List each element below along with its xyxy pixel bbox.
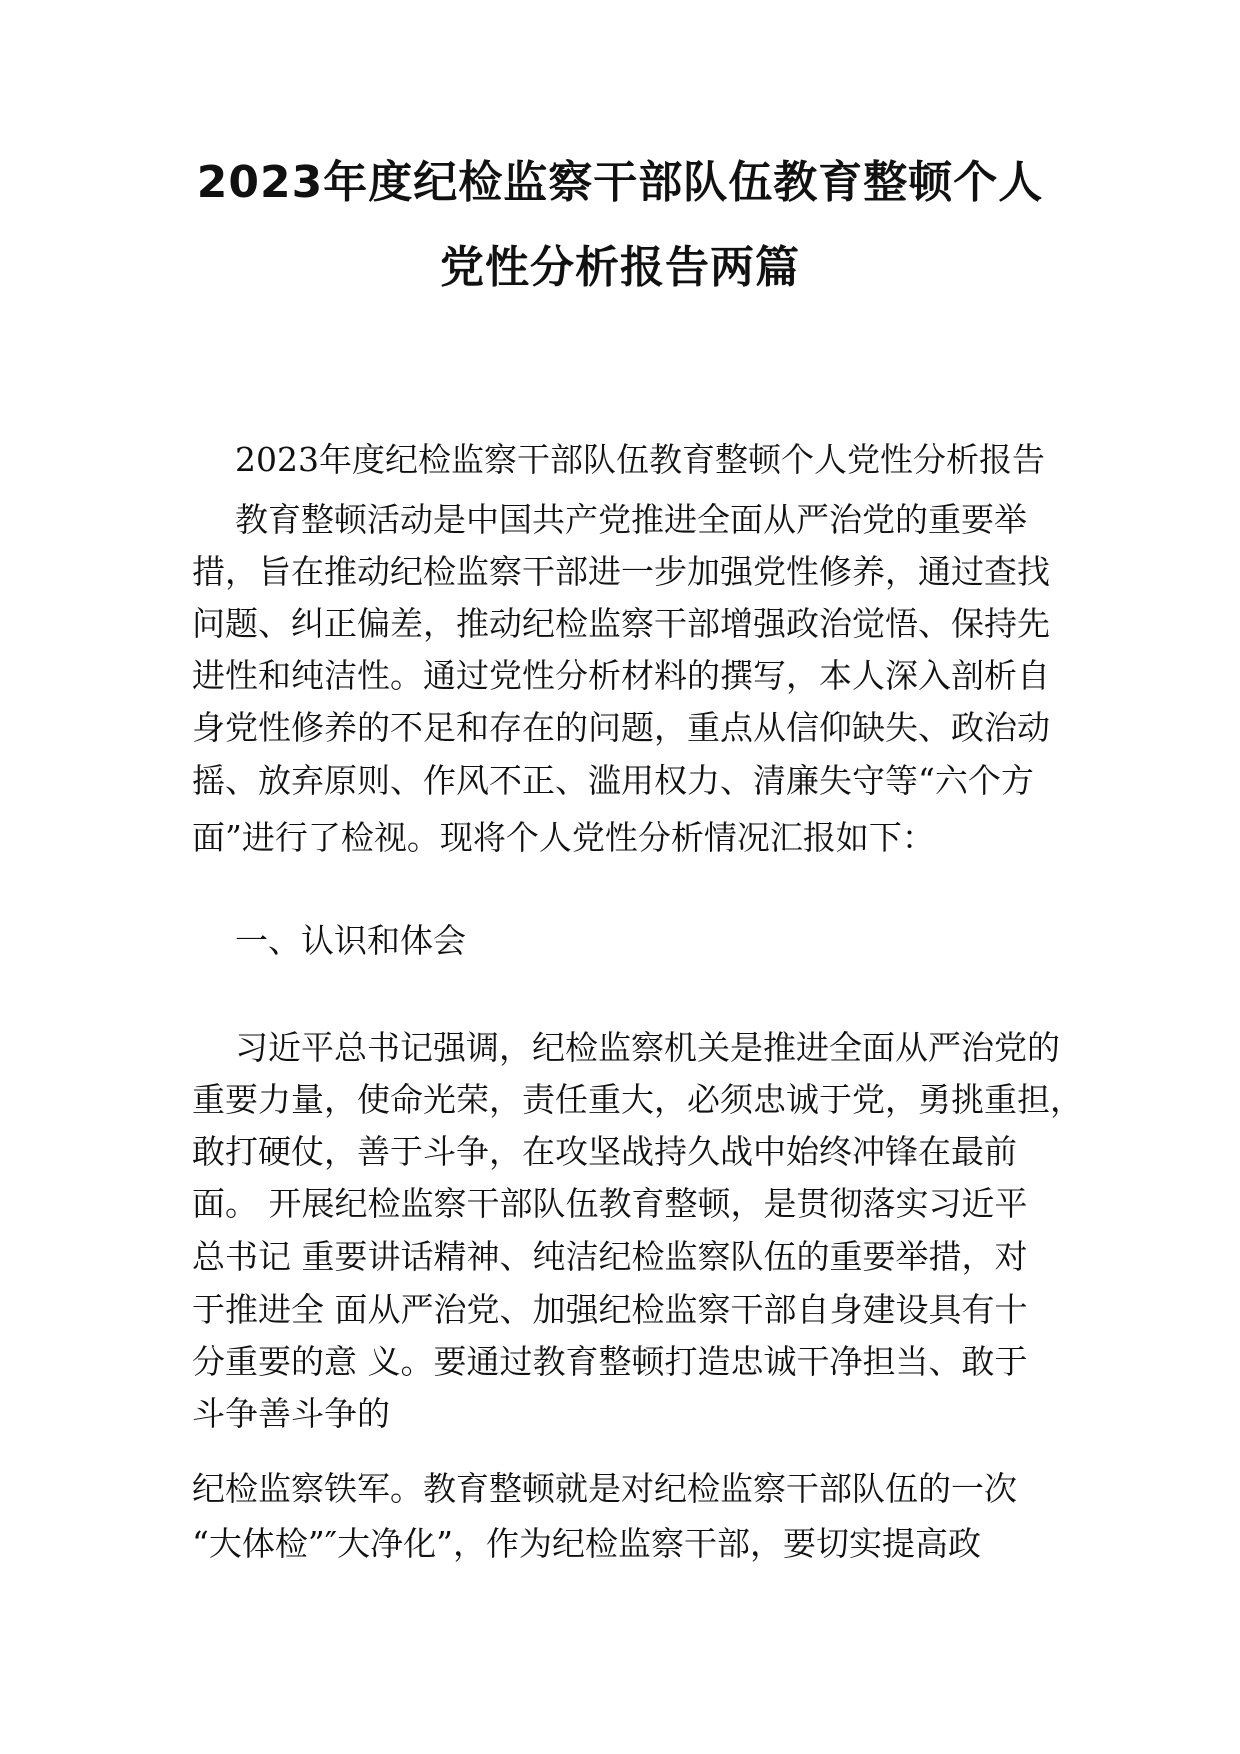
- paragraph-line: 摇、放弃原则、作风不正、滥用权力、清廉失守等“六个方: [192, 761, 1034, 800]
- paragraph-line: 分重要的意 义。要通过教育整顿打造忠诚干净担当、敢于: [192, 1342, 1028, 1381]
- paragraph-line: 面”进行了检视。现将个人党性分析情况汇报如下：: [192, 818, 935, 857]
- paragraph-line: 习近平总书记强调，纪检监察机关是推进全面从严治党的: [235, 1028, 1060, 1067]
- paragraph-line: 教育整顿活动是中国共产党推进全面从严治党的重要举: [235, 500, 1027, 539]
- paragraph-line: 措，旨在推动纪检监察干部进一步加强党性修养，通过查找: [192, 552, 1050, 591]
- paragraph-line: 总书记 重要讲话精神、纯洁纪检监察队伍的重要举措，对: [192, 1237, 1028, 1276]
- document-title-line-2: 党性分析报告两篇: [440, 242, 800, 293]
- paragraph-line: 敢打硬仗，善于斗争，在攻坚战持久战中始终冲锋在最前: [192, 1132, 1017, 1171]
- report-heading: 2023年度纪检监察干部队伍教育整顿个人党性分析报告: [235, 440, 1045, 479]
- paragraph-line: 进性和纯洁性。通过党性分析材料的撰写，本人深入剖析自: [192, 656, 1050, 695]
- paragraph-line: 斗争善斗争的: [192, 1394, 390, 1433]
- paragraph-line: 身党性修养的不足和存在的问题，重点从信仰缺失、政治动: [192, 708, 1050, 747]
- paragraph-line: 面。 开展纪检监察干部队伍教育整顿，是贯彻落实习近平: [192, 1184, 1028, 1223]
- section-heading: 一、认识和体会: [235, 921, 466, 960]
- paragraph-line: 于推进全 面从严治党、加强纪检监察干部自身建设具有十: [192, 1290, 1028, 1329]
- paragraph-line: “大体检”″大净化”，作为纪检监察干部，要切实提高政: [192, 1524, 981, 1563]
- paragraph-line: 问题、纠正偏差，推动纪检监察干部增强政治觉悟、保持先: [192, 604, 1050, 643]
- document-title-line-1: 2023年度纪检监察干部队伍教育整顿个人: [196, 157, 1044, 208]
- paragraph-line: 纪检监察铁军。教育整顿就是对纪检监察干部队伍的一次: [192, 1469, 1017, 1508]
- paragraph-line: 重要力量，使命光荣，责任重大，必须忠诚于党，勇挑重担，: [192, 1080, 1083, 1119]
